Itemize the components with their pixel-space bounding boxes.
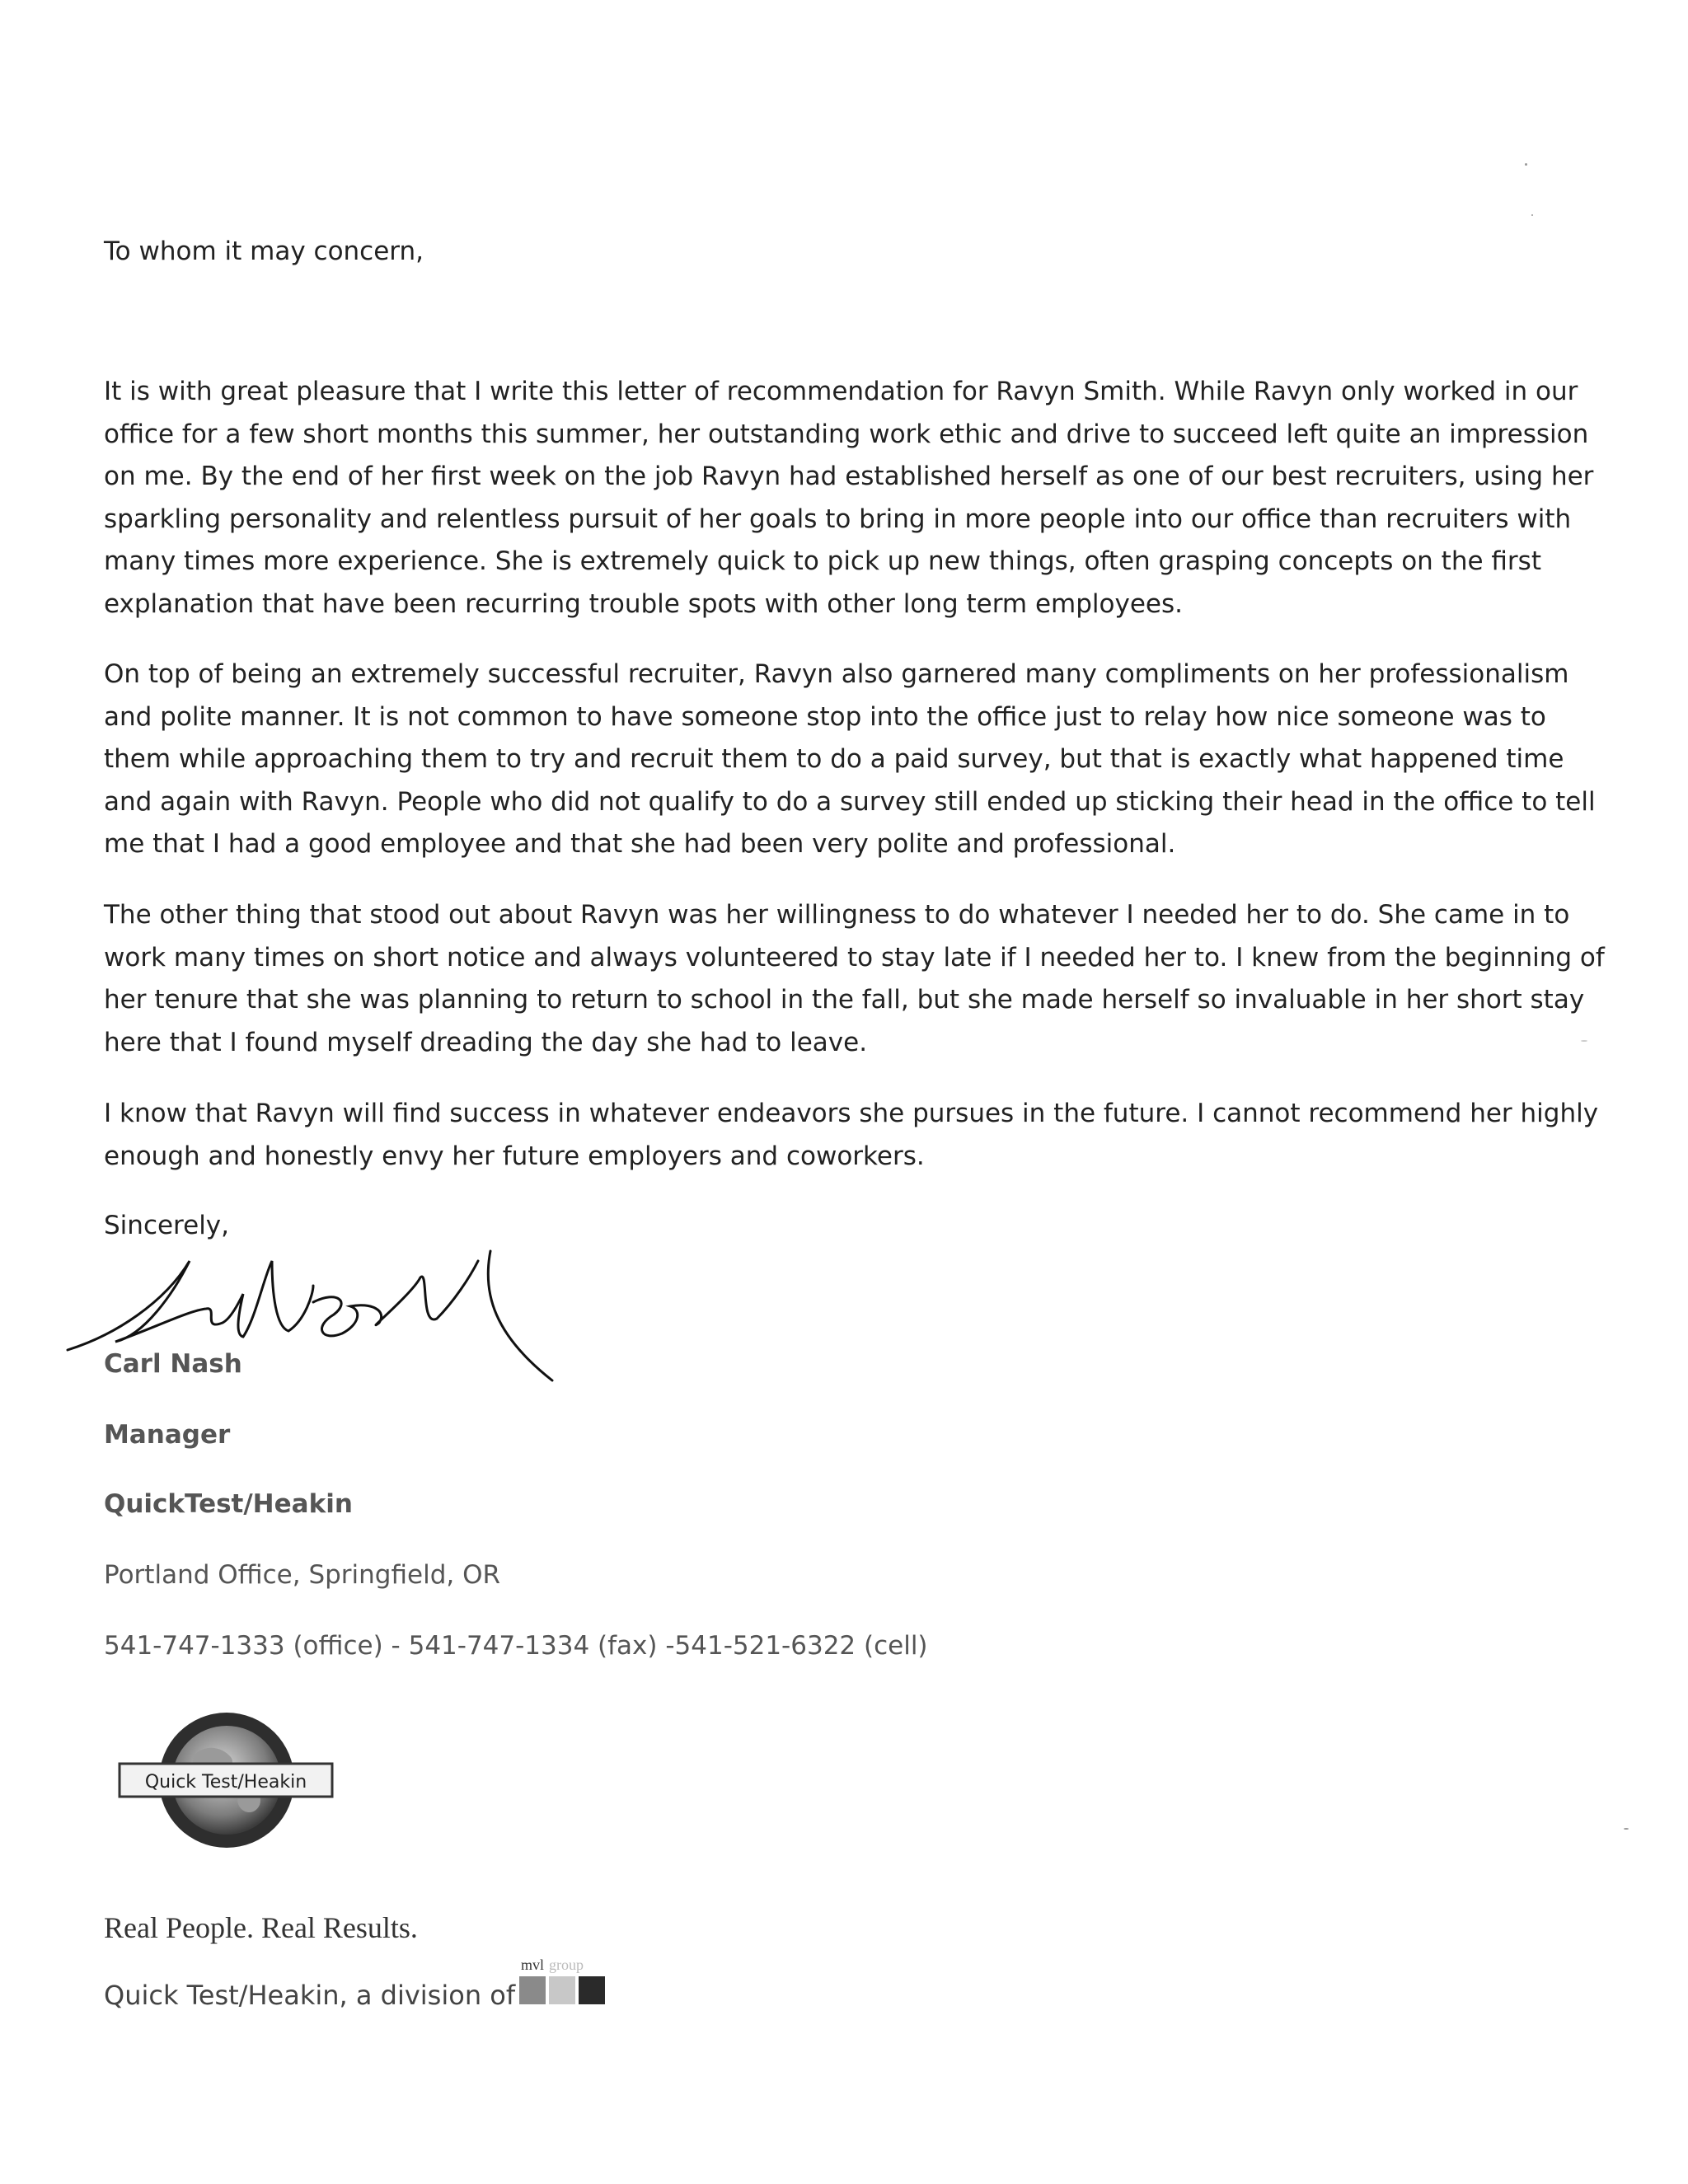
mvl-group-logo (518, 1953, 617, 2011)
svg-text:mvl: mvl (521, 1957, 545, 1973)
scan-speck (1525, 163, 1527, 166)
closing: Sincerely, (104, 1211, 230, 1240)
scan-speck (1581, 1040, 1587, 1042)
signer-phones: 541-747-1333 (office) - 541-747-1334 (fax) -541-521-6322 (cell) (104, 1631, 928, 1661)
paragraph-2: On top of being an extremely successful recruiter, Ravyn also garnered many compliments on her professionalism and polite manner. It is not common to have someone stop into the office just to relay how nice someone was to them while approaching them to try and recruit them to do a paid survey, but that is exactly what happened time and again with Ravyn. People who did not qualify to do a survey still ended up sticking their head in the office to tell me that I had a good employee and that she had been very polite and professional. (104, 659, 1596, 859)
signer-office: Portland Office, Springfield, OR (104, 1560, 501, 1590)
tagline: Real People. Real Results. (104, 1911, 418, 1944)
paragraph-4: I know that Ravyn will find success in whatever endeavors she pursues in the future. I cannot recommend her highly enough and honestly envy her future employers and coworkers. (104, 1099, 1599, 1171)
salutation: To whom it may concern, (104, 237, 424, 266)
scan-speck (1531, 214, 1533, 216)
signer-title: Manager (104, 1420, 231, 1450)
paragraph-1: It is with great pleasure that I write this letter of recommendation for Ravyn Smith. While Ravyn only worked in our office for a few short months this summer, her outstanding work ethic and drive to succeed left quite an impression on me. By the end of her first week on the job Ravyn had established herself as one of our best recruiters, using her sparkling personality and relentless pursuit of her goals to bring in more people into our office than recruiters with many times more experience. She is extremely quick to pick up new things, often grasping concepts on the first explanation that have been recurring trouble spots with other long term employees. (104, 377, 1594, 619)
paragraph-3: The other thing that stood out about Ravyn was her willingness to do whatever I needed her to do. She came in to work many times on short notice and always volunteered to stay late if I needed her to. I knew from the beginning of her tenure that she was planning to return to school in the fall, but she made herself so invaluable in her short stay here that I found myself dreading the day she had to leave. (104, 900, 1605, 1057)
quicktest-heakin-logo (115, 1706, 338, 1854)
logo-text: Quick Test/Heakin (144, 1772, 307, 1793)
signer-name: Carl Nash (104, 1349, 242, 1379)
division-text: Quick Test/Heakin, a division of (104, 1980, 516, 2011)
signer-company: QuickTest/Heakin (104, 1489, 353, 1519)
svg-text:group: group (549, 1957, 584, 1973)
scan-speck (1624, 1828, 1629, 1830)
